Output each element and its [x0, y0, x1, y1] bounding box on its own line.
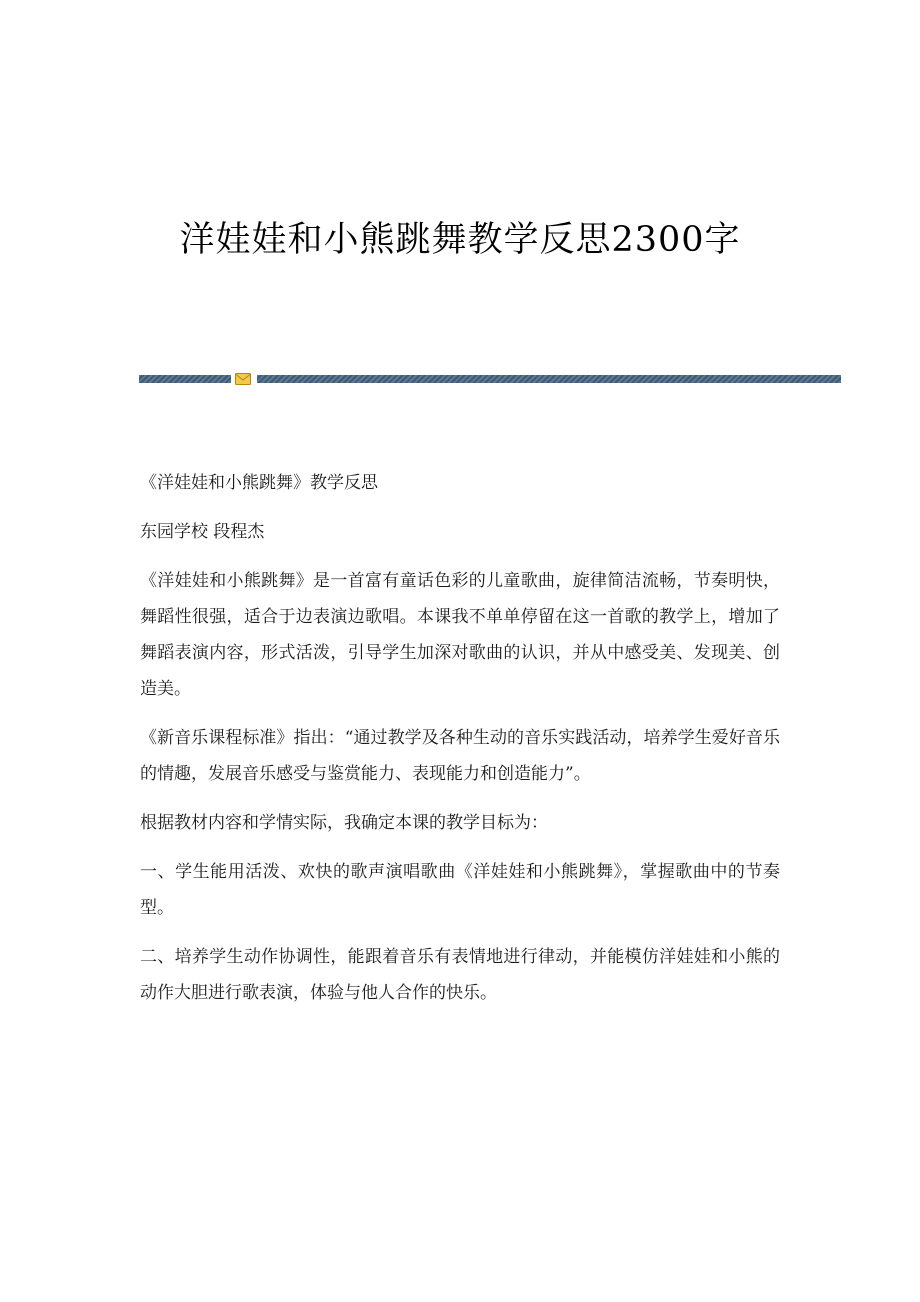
- paragraph-author: 东园学校 段程杰: [140, 522, 265, 542]
- paragraph-heading: 《洋娃娃和小熊跳舞》教学反思: [140, 473, 378, 493]
- paragraph-goal-2: 二、培养学生动作协调性，能跟着音乐有表情地进行律动，并能模仿洋娃娃和小熊的动作大胆进行歌表演，体验与他人合作的快乐。: [140, 947, 780, 1003]
- title-divider-right: [257, 375, 841, 383]
- paragraph-goal-1: 一、学生能用活泼、欢快的歌声演唱歌曲《洋娃娃和小熊跳舞》，掌握歌曲中的节奏型。: [140, 862, 780, 918]
- envelope-icon: [235, 373, 251, 385]
- document-title: 洋娃娃和小熊跳舞教学反思2300字: [179, 220, 741, 260]
- paragraph-goals-lead: 根据教材内容和学情实际，我确定本课的教学目标为：: [140, 813, 548, 833]
- title-divider-left: [139, 375, 231, 383]
- paragraph-standard: 《新音乐课程标准》指出：“通过教学及各种生动的音乐实践活动，培养学生爱好音乐的情趣，发展音乐感受与鉴赏能力、表现能力和创造能力”。: [140, 728, 780, 784]
- document-body: [140, 465, 780, 1024]
- paragraph-intro: 《洋娃娃和小熊跳舞》是一首富有童话色彩的儿童歌曲，旋律简洁流畅，节奏明快，舞蹈性很强，适合于边表演边歌唱。本课我不单单停留在这一首歌的教学上，增加了舞蹈表演内容，形式活泼，引导学生加深对歌曲的认识，并从中感受美、发现美、创造美。: [140, 571, 780, 699]
